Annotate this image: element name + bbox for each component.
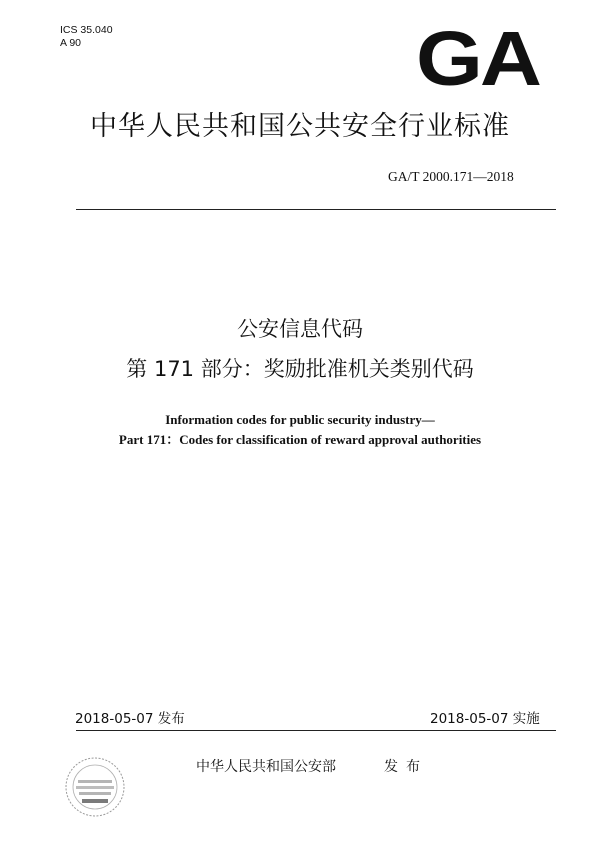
standard-number: GA/T 2000.171—2018 xyxy=(388,169,514,184)
standard-category-title: 中华人民共和国公共安全行业标准 xyxy=(90,111,510,142)
anti-counterfeit-seal-icon xyxy=(64,756,126,818)
issue-date: 2018-05-07 发布 xyxy=(75,711,185,727)
implementation-date: 2018-05-07 实施 xyxy=(430,711,540,727)
publish-label: 发布 xyxy=(384,759,428,775)
bottom-divider xyxy=(76,730,556,731)
title-en-line1: Information codes for public security industry— xyxy=(165,412,435,427)
ics-code: ICS 35.040 xyxy=(60,24,113,36)
publisher: 中华人民共和国公安部 xyxy=(196,759,336,775)
ccs-code: A 90 xyxy=(60,37,82,49)
classification-codes xyxy=(60,24,113,50)
title-cn-line1: 公安信息代码 xyxy=(237,317,363,341)
top-divider xyxy=(76,209,556,210)
title-en-line2: Part 171：Codes for classification of reward approval authorities xyxy=(118,432,482,447)
ga-logo: GA xyxy=(416,15,539,102)
title-cn-line2: 第 171 部分：奖励批准机关类别代码 xyxy=(126,357,474,381)
